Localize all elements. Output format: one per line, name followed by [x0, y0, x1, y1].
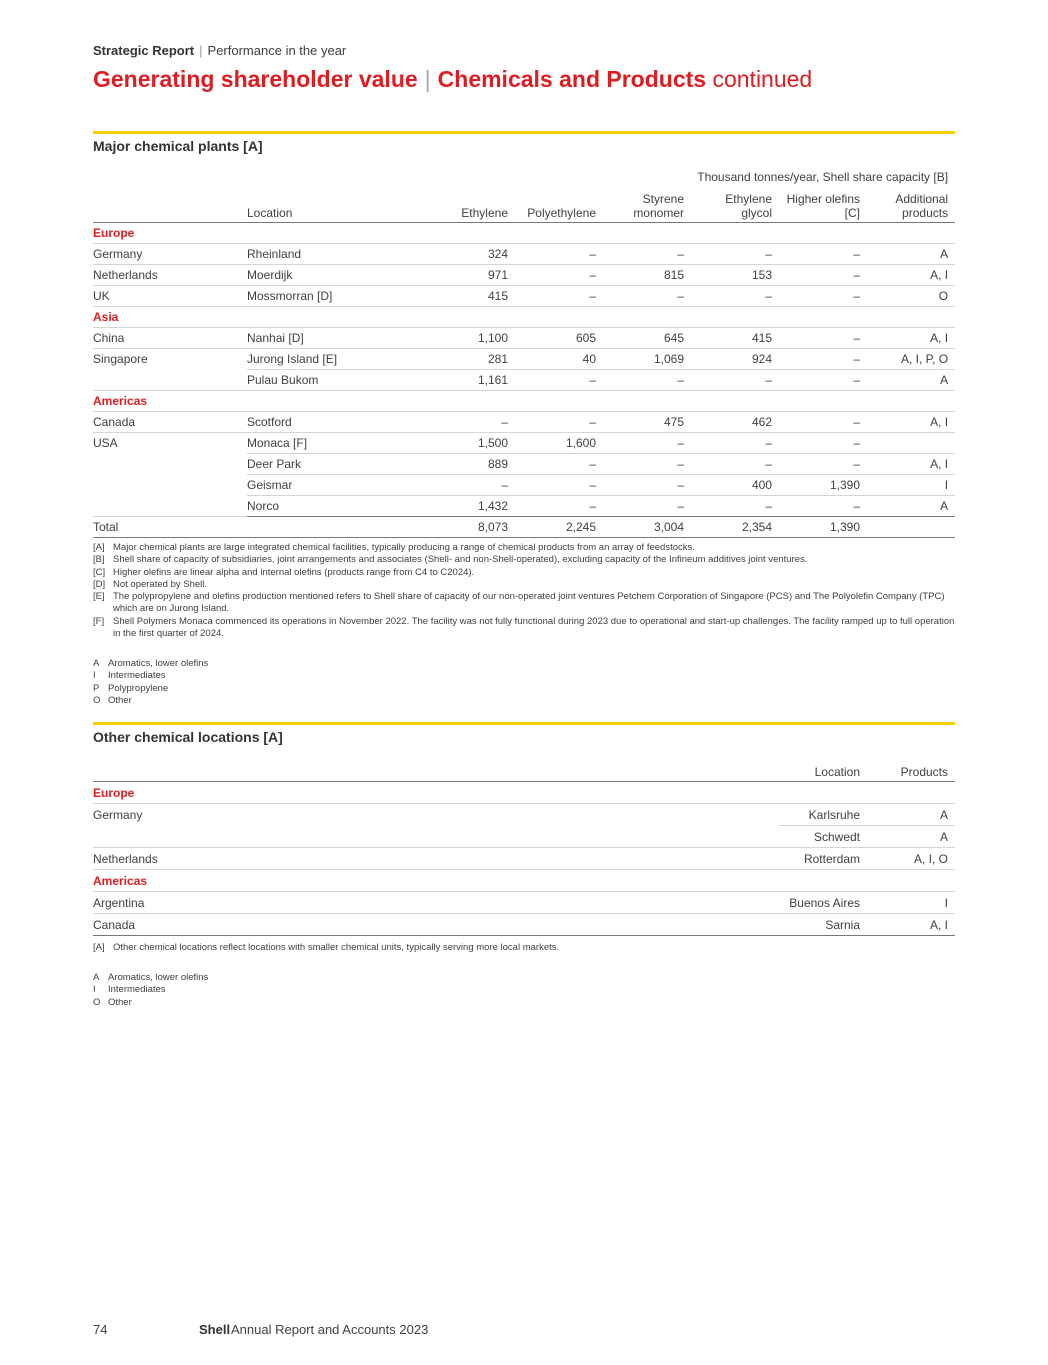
report-name: Annual Report and Accounts 2023 [231, 1322, 429, 1337]
region-europe: Europe [93, 223, 955, 244]
footnote: [C] Higher olefins are linear alpha and internal olefins (products range from C4 to C2024). [93, 566, 475, 578]
total-label: Total [93, 517, 247, 538]
col-styrene-monomer: Styrene monomer [603, 188, 691, 223]
footnote: [E] The polypropylene and olefins production mentioned refers to Shell share of capacity of our non-operated joint ventures Petchem Corporation of Singapore (PCS) and The Polyolefin Company (TPC) which are on Jurong Island. [93, 591, 945, 615]
table-row: Germany Karlsruhe A [93, 804, 955, 826]
table-row: Pulau Bukom 1,161 – – – – A [93, 370, 955, 391]
footnote: [B] Shell share of capacity of subsidiaries, joint arrangements and associates (Shell- and non-Shell-operated), excluding capacity of the Infineum additives joint ventures. [93, 554, 808, 566]
table-row: Norco 1,432 – – – – A [93, 496, 955, 517]
total-glycol: 2,354 [691, 517, 779, 538]
table-row: UK Mossmorran [D] 415 – – – – O [93, 286, 955, 307]
page-title-main: Generating shareholder value [93, 66, 418, 92]
legend-item: A Aromatics, lower olefins [93, 972, 209, 983]
breadcrumb-section: Strategic Report [93, 43, 195, 58]
region-row [93, 223, 955, 244]
table-row: Netherlands Moerdijk 971 – 815 153 – A, I [93, 265, 955, 286]
region-row [93, 782, 955, 804]
table-row: Geismar – – – 400 1,390 I [93, 475, 955, 496]
col-ethylene-glycol: Ethylene glycol [691, 188, 779, 223]
table-row: Canada Sarnia A, I [93, 914, 955, 936]
page-title-section: Chemicals and Products [437, 66, 707, 92]
legend-item: I Intermediates [93, 984, 166, 996]
region-row [93, 870, 955, 892]
title-separator: | [424, 66, 431, 92]
col-higher-olefins: Higher olefins [C] [779, 188, 867, 223]
table-row: Argentina Buenos Aires I [93, 892, 955, 914]
unit-note: Thousand tonnes/year, Shell share capacity [B] [697, 170, 949, 184]
page-title-continued: continued [712, 66, 813, 92]
total-styrene: 3,004 [603, 517, 691, 538]
table-row: Singapore Jurong Island [E] 281 40 1,069 924 – A, I, P, O [93, 349, 955, 370]
total-polyethylene: 2,245 [515, 517, 603, 538]
table-row: China Nanhai [D] 1,100 605 645 415 – A, I [93, 328, 955, 349]
legend-item: O Other [93, 694, 132, 706]
major-plants-footnotes [93, 542, 955, 640]
region-americas: Americas [93, 870, 955, 892]
legend-item: I Intermediates [93, 670, 166, 682]
other-locations-table [93, 757, 955, 936]
region-row [93, 391, 955, 412]
legend-item: A Aromatics, lower olefins [93, 658, 209, 669]
major-plants-table [93, 166, 955, 538]
brand-name: Shell [199, 1322, 231, 1337]
table-row: Deer Park 889 – – – – A, I [93, 454, 955, 475]
col-ethylene: Ethylene [397, 188, 515, 223]
breadcrumb-separator: | [199, 43, 203, 58]
region-asia: Asia [93, 307, 955, 328]
col-location: Location [779, 757, 867, 782]
breadcrumb [93, 43, 346, 58]
other-locations-title: Other chemical locations [A] [93, 729, 283, 745]
footnote: [A] Major chemical plants are large integrated chemical facilities, typically producing a range of chemical products from an array of feedstocks. [93, 542, 695, 553]
col-location: Location [247, 188, 397, 223]
page-title [93, 64, 812, 94]
major-plants-legend [93, 658, 208, 707]
col-polyethylene: Polyethylene [515, 188, 603, 223]
region-row [93, 307, 955, 328]
footnote: [D] Not operated by Shell. [93, 578, 208, 590]
section-divider [93, 722, 955, 725]
table-row: Netherlands Rotterdam A, I, O [93, 848, 955, 870]
col-additional-products: Additional products [867, 188, 955, 223]
col-products: Products [867, 757, 955, 782]
section-divider [93, 131, 955, 134]
table-row: Schwedt A [93, 826, 955, 848]
table-header [93, 757, 955, 782]
total-olefins: 1,390 [779, 517, 867, 538]
region-americas: Americas [93, 391, 955, 412]
breadcrumb-subsection: Performance in the year [207, 43, 347, 58]
major-plants-title: Major chemical plants [A] [93, 138, 263, 154]
table-row: Canada Scotford – – 475 462 – A, I [93, 412, 955, 433]
table-row: USA Monaca [F] 1,500 1,600 – – – [93, 433, 955, 454]
legend-item: O Other [93, 996, 132, 1008]
table-row: Germany Rheinland 324 – – – – A [93, 244, 955, 265]
total-row [93, 517, 955, 538]
region-europe: Europe [93, 782, 955, 804]
total-ethylene: 8,073 [397, 517, 515, 538]
footnote: [F] Shell Polymers Monaca commenced its operations in November 2022. The facility was not fully functional during 2023 due to operational and start-up challenges. The facility ramped up to full operation in the first quarter of 2024. [93, 615, 955, 640]
page-number: 74 [93, 1322, 108, 1337]
table-header [93, 188, 955, 223]
report-page [93, 0, 955, 1365]
footnote: [A] Other chemical locations reflect locations with smaller chemical units, typically serving more local markets. [93, 942, 560, 953]
other-locations-footnotes [93, 942, 955, 954]
legend-item: P Polypropylene [93, 682, 169, 694]
other-locations-legend [93, 972, 208, 1009]
